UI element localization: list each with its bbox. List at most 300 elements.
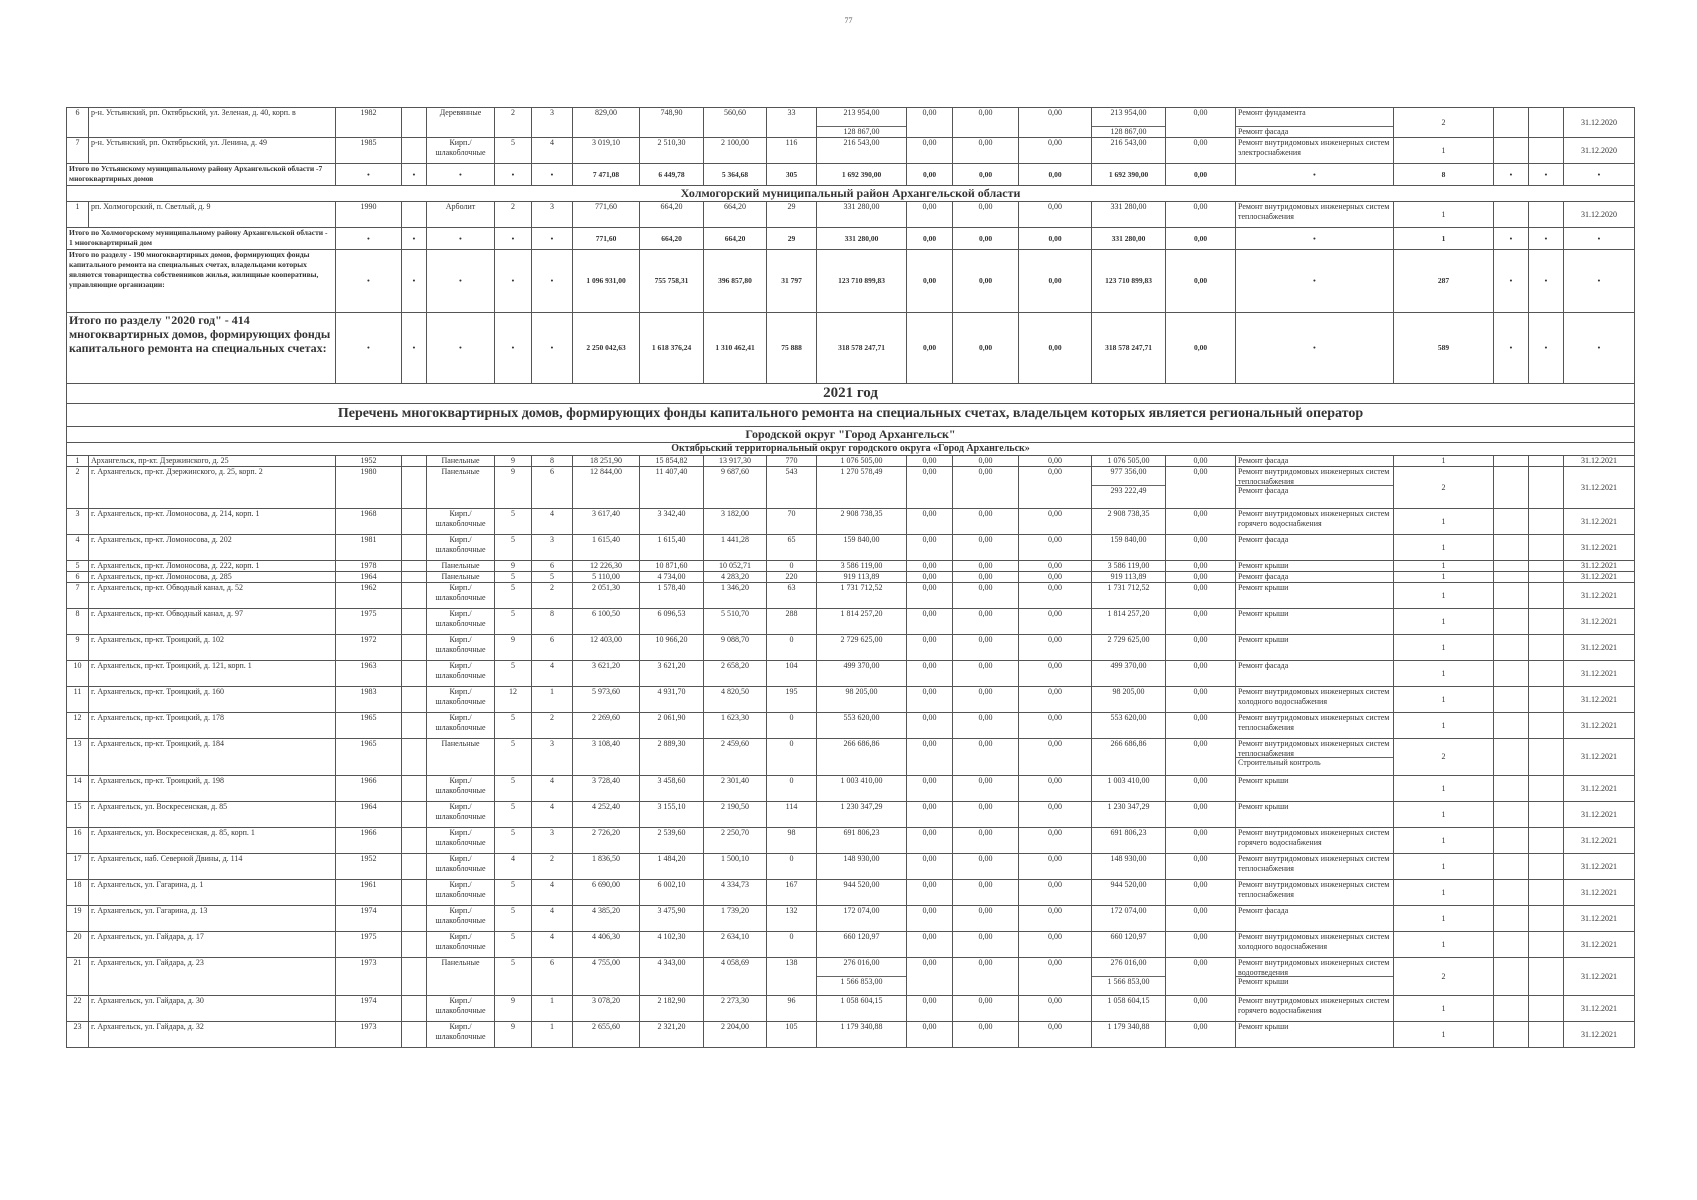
cost-cell: 123 710 899,83 [817,250,907,313]
year-cell: 1964 [336,572,402,583]
premises-area-cell: 4 343,00 [640,958,704,996]
work-count-cell: 1 [1394,228,1494,250]
cost-cell: 1 270 578,49 [817,467,907,509]
residential-area-cell: 1 441,28 [704,535,767,561]
extra-cell-2 [1529,583,1564,609]
residential-area-cell: 396 857,80 [704,250,767,313]
residential-area-cell: 1 739,20 [704,906,767,932]
work-count-cell: 1 [1394,996,1494,1022]
row-number: 14 [67,776,89,802]
floors-cell: 5 [495,661,532,687]
extra-cell-2 [1529,661,1564,687]
row-number: 3 [67,509,89,535]
premises-area-cell: 748,90 [640,108,704,138]
entrances-cell: 4 [532,906,573,932]
placeholder-dot: • [1529,250,1564,313]
work-type-cell: Ремонт внутридомовых инженерных систем теплоснабжения [1236,880,1394,906]
address-cell: г. Архангельск, пр-кт. Ломоносова, д. 222, корп. 1 [89,561,336,572]
work-type-cell: Ремонт внутридомовых инженерных систем теплоснабжения [1236,713,1394,739]
premises-area-cell: 6 096,53 [640,609,704,635]
local-budget-cell: 0,00 [1019,583,1092,609]
placeholder-dot: • [1236,313,1394,384]
fund-cell: 0,00 [907,250,953,313]
deadline-cell: 31.12.2021 [1564,467,1635,509]
total-area-cell: 6 100,50 [573,609,640,635]
residential-area-cell: 3 182,00 [704,509,767,535]
residents-cell: 305 [767,164,817,186]
residents-cell: 0 [767,854,817,880]
owners-funds-cell: 553 620,00 [1092,713,1166,739]
deadline-cell: 31.12.2021 [1564,802,1635,828]
deadline-cell: 31.12.2021 [1564,828,1635,854]
other-funds-cell: 0,00 [1166,880,1236,906]
floors-cell: 5 [495,138,532,164]
owners-funds-cell: 1 692 390,00 [1092,164,1166,186]
cost-cell: 276 016,00 1 566 853,00 [817,958,907,996]
fund-cell: 0,00 [907,635,953,661]
district-title-row [67,186,1635,202]
extra-cell-2 [1529,802,1564,828]
fund-cell: 0,00 [907,228,953,250]
total-area-cell: 6 690,00 [573,880,640,906]
residential-area-cell: 2 658,20 [704,661,767,687]
floors-cell: 9 [495,635,532,661]
placeholder-dot: • [1564,228,1635,250]
residents-cell: 96 [767,996,817,1022]
other-funds-cell: 0,00 [1166,228,1236,250]
extra-cell-2 [1529,776,1564,802]
owners-funds-cell: 1 076 505,00 [1092,456,1166,467]
local-budget-cell: 0,00 [1019,996,1092,1022]
placeholder-dot: • [532,228,573,250]
extra-cell-1 [1494,138,1529,164]
entrances-cell: 8 [532,609,573,635]
premises-area-cell: 6 449,78 [640,164,704,186]
premises-area-cell: 11 407,40 [640,467,704,509]
extra-cell-1 [1494,583,1529,609]
list-title: Перечень многоквартирных домов, формирующих фонды капитального ремонта на специальных счетах, владельцем которых является региональный оператор [67,404,1635,427]
premises-area-cell: 755 758,31 [640,250,704,313]
table-row [67,739,1635,776]
owners-funds-cell: 499 370,00 [1092,661,1166,687]
regional-budget-cell: 0,00 [953,854,1019,880]
regional-budget-cell: 0,00 [953,996,1019,1022]
residents-cell: 65 [767,535,817,561]
deadline-cell: 31.12.2021 [1564,776,1635,802]
row-number: 16 [67,828,89,854]
territory-title-row [67,443,1635,456]
other-funds-cell: 0,00 [1166,202,1236,228]
local-budget-cell: 0,00 [1019,164,1092,186]
deadline-cell: 31.12.2021 [1564,572,1635,583]
entrances-cell: 4 [532,932,573,958]
row-number: 1 [67,202,89,228]
fund-cell: 0,00 [907,854,953,880]
entrances-cell: 6 [532,467,573,509]
row-number: 11 [67,687,89,713]
work-count-cell: 1 [1394,635,1494,661]
total-row [67,164,1635,186]
work-count-cell: 1 [1394,202,1494,228]
local-budget-cell: 0,00 [1019,880,1092,906]
regional-budget-cell: 0,00 [953,661,1019,687]
fund-cell: 0,00 [907,609,953,635]
residents-cell: 31 797 [767,250,817,313]
work-type-cell: Ремонт внутридомовых инженерных систем теплоснабжения [1236,202,1394,228]
regional-budget-cell: 0,00 [953,250,1019,313]
wall-material-cell: Кирп./ шлакоблочные [427,713,495,739]
placeholder-dot: • [495,250,532,313]
placeholder-dot: • [1564,250,1635,313]
cost-cell: 691 806,23 [817,828,907,854]
work-count-cell: 1 [1394,456,1494,467]
entrances-cell: 4 [532,138,573,164]
total-row [67,250,1635,313]
floors-cell: 5 [495,535,532,561]
floors-cell: 9 [495,456,532,467]
fund-cell: 0,00 [907,456,953,467]
year-cell: 1952 [336,854,402,880]
table-row [67,996,1635,1022]
extra-cell-1 [1494,906,1529,932]
cost-cell: 216 543,00 [817,138,907,164]
floors-cell: 5 [495,880,532,906]
row-number: 23 [67,1022,89,1048]
residents-cell: 33 [767,108,817,138]
year-extra-cell [402,467,427,509]
extra-cell-2 [1529,932,1564,958]
year-cell: 1974 [336,906,402,932]
placeholder-dot: • [336,228,402,250]
entrances-cell: 3 [532,828,573,854]
other-funds-cell: 0,00 [1166,535,1236,561]
work-type-cell: Ремонт фасада [1236,572,1394,583]
work-type-cell: Ремонт внутридомовых инженерных систем теплоснабжения Ремонт фасада [1236,467,1394,509]
fund-cell: 0,00 [907,108,953,138]
district-title: Холмогорский муниципальный район Архангельской области [67,186,1635,202]
floors-cell: 5 [495,932,532,958]
placeholder-dot: • [1564,313,1635,384]
total-area-cell: 3 108,40 [573,739,640,776]
placeholder-dot: • [402,313,427,384]
extra-cell-2 [1529,713,1564,739]
residential-area-cell: 2 459,60 [704,739,767,776]
regional-budget-cell: 0,00 [953,228,1019,250]
entrances-cell: 8 [532,456,573,467]
work-count-cell: 1 [1394,906,1494,932]
address-cell: г. Архангельск, пр-кт. Обводный канал, д. 97 [89,609,336,635]
regional-budget-cell: 0,00 [953,138,1019,164]
residents-cell: 543 [767,467,817,509]
table-row [67,1022,1635,1048]
owners-funds-cell: 318 578 247,71 [1092,313,1166,384]
entrances-cell: 6 [532,561,573,572]
year-cell: 1975 [336,932,402,958]
owners-funds-cell: 919 113,89 [1092,572,1166,583]
regional-budget-cell: 0,00 [953,880,1019,906]
year-extra-cell [402,1022,427,1048]
address-cell: г. Архангельск, пр-кт. Ломоносова, д. 285 [89,572,336,583]
residential-area-cell: 9 687,60 [704,467,767,509]
residents-cell: 167 [767,880,817,906]
other-funds-cell: 0,00 [1166,467,1236,509]
other-funds-cell: 0,00 [1166,802,1236,828]
total-area-cell: 3 728,40 [573,776,640,802]
year-cell: 1980 [336,467,402,509]
local-budget-cell: 0,00 [1019,108,1092,138]
placeholder-dot: • [1529,164,1564,186]
year-cell: 1981 [336,535,402,561]
work-count-cell: 1 [1394,583,1494,609]
extra-cell-1 [1494,108,1529,138]
local-budget-cell: 0,00 [1019,713,1092,739]
other-funds-cell: 0,00 [1166,572,1236,583]
residents-cell: 0 [767,932,817,958]
extra-cell-1 [1494,932,1529,958]
table-row [67,467,1635,509]
residential-area-cell: 5 510,70 [704,609,767,635]
regional-budget-cell: 0,00 [953,467,1019,509]
table-row [67,583,1635,609]
premises-area-cell: 2 539,60 [640,828,704,854]
table-row [67,202,1635,228]
regional-budget-cell: 0,00 [953,958,1019,996]
table-row [67,802,1635,828]
okrug-title-row [67,427,1635,443]
local-budget-cell: 0,00 [1019,932,1092,958]
extra-cell-1 [1494,456,1529,467]
total-area-cell: 1 615,40 [573,535,640,561]
fund-cell: 0,00 [907,583,953,609]
local-budget-cell: 0,00 [1019,313,1092,384]
cost-cell: 1 814 257,20 [817,609,907,635]
extra-cell-1 [1494,713,1529,739]
address-cell: г. Архангельск, ул. Гайдара, д. 23 [89,958,336,996]
other-funds-cell: 0,00 [1166,583,1236,609]
other-funds-cell: 0,00 [1166,138,1236,164]
floors-cell: 5 [495,572,532,583]
address-cell: г. Архангельск, пр-кт. Троицкий, д. 178 [89,713,336,739]
extra-cell-2 [1529,880,1564,906]
row-number: 7 [67,583,89,609]
placeholder-dot: • [402,250,427,313]
address-cell: г. Архангельск, ул. Гагарина, д. 1 [89,880,336,906]
residents-cell: 132 [767,906,817,932]
address-cell: г. Архангельск, пр-кт. Троицкий, д. 121, корп. 1 [89,661,336,687]
regional-budget-cell: 0,00 [953,906,1019,932]
wall-material-cell: Кирп./ шлакоблочные [427,661,495,687]
work-type-cell: Ремонт крыши [1236,609,1394,635]
cost-cell: 919 113,89 [817,572,907,583]
table-row [67,687,1635,713]
total-area-cell: 5 973,60 [573,687,640,713]
other-funds-cell: 0,00 [1166,996,1236,1022]
floors-cell: 2 [495,202,532,228]
page-number: 77 [844,16,853,25]
year-extra-cell [402,776,427,802]
year-extra-cell [402,509,427,535]
row-number: 19 [67,906,89,932]
address-cell: г. Архангельск, пр-кт. Ломоносова, д. 214, корп. 1 [89,509,336,535]
work-type-cell: Ремонт внутридомовых инженерных систем холодного водоснабжения [1236,932,1394,958]
deadline-cell: 31.12.2020 [1564,108,1635,138]
fund-cell: 0,00 [907,138,953,164]
residential-area-cell: 664,20 [704,202,767,228]
deadline-cell: 31.12.2021 [1564,687,1635,713]
entrances-cell: 3 [532,739,573,776]
other-funds-cell: 0,00 [1166,739,1236,776]
cost-cell: 1 003 410,00 [817,776,907,802]
extra-cell-1 [1494,572,1529,583]
owners-funds-cell: 3 586 119,00 [1092,561,1166,572]
residents-cell: 0 [767,635,817,661]
address-cell: г. Архангельск, пр-кт. Троицкий, д. 184 [89,739,336,776]
fund-cell: 0,00 [907,561,953,572]
year-extra-cell [402,456,427,467]
table-row [67,932,1635,958]
year-extra-cell [402,932,427,958]
entrances-cell: 2 [532,854,573,880]
extra-cell-2 [1529,687,1564,713]
other-funds-cell: 0,00 [1166,456,1236,467]
total-area-cell: 771,60 [573,228,640,250]
deadline-cell: 31.12.2020 [1564,202,1635,228]
regional-budget-cell: 0,00 [953,456,1019,467]
territory-title: Октябрьский территориальный округ городского округа «Город Архангельск» [67,443,1635,456]
year-extra-cell [402,802,427,828]
work-count-cell: 1 [1394,854,1494,880]
local-budget-cell: 0,00 [1019,138,1092,164]
owners-funds-cell: 2 908 738,35 [1092,509,1166,535]
address-cell: г. Архангельск, ул. Воскресенская, д. 85, корп. 1 [89,828,336,854]
premises-area-cell: 664,20 [640,228,704,250]
year-extra-cell [402,687,427,713]
owners-funds-cell: 1 003 410,00 [1092,776,1166,802]
regional-budget-cell: 0,00 [953,202,1019,228]
entrances-cell: 6 [532,958,573,996]
regional-budget-cell: 0,00 [953,572,1019,583]
local-budget-cell: 0,00 [1019,635,1092,661]
floors-cell: 5 [495,802,532,828]
fund-cell: 0,00 [907,996,953,1022]
placeholder-dot: • [402,164,427,186]
wall-material-cell: Кирп./ шлакоблочные [427,802,495,828]
residential-area-cell: 10 052,71 [704,561,767,572]
extra-cell-2 [1529,828,1564,854]
placeholder-dot: • [427,250,495,313]
fund-cell: 0,00 [907,572,953,583]
premises-area-cell: 10 966,20 [640,635,704,661]
placeholder-dot: • [532,164,573,186]
deadline-cell: 31.12.2021 [1564,456,1635,467]
year-extra-cell [402,572,427,583]
floors-cell: 5 [495,776,532,802]
residential-area-cell: 1 346,20 [704,583,767,609]
entrances-cell: 2 [532,713,573,739]
premises-area-cell: 2 510,30 [640,138,704,164]
residents-cell: 63 [767,583,817,609]
cost-cell: 318 578 247,71 [817,313,907,384]
owners-funds-cell: 148 930,00 [1092,854,1166,880]
extra-cell-2 [1529,854,1564,880]
owners-funds-cell: 977 356,00 293 222,49 [1092,467,1166,509]
extra-cell-2 [1529,1022,1564,1048]
total-area-cell: 3 078,20 [573,996,640,1022]
local-budget-cell: 0,00 [1019,958,1092,996]
owners-funds-cell: 1 814 257,20 [1092,609,1166,635]
deadline-cell: 31.12.2021 [1564,906,1635,932]
total-area-cell: 1 836,50 [573,854,640,880]
fund-cell: 0,00 [907,932,953,958]
placeholder-dot: • [1494,228,1529,250]
wall-material-cell: Кирп./ шлакоблочные [427,906,495,932]
row-number: 6 [67,572,89,583]
premises-area-cell: 1 615,40 [640,535,704,561]
work-count-cell: 2 [1394,467,1494,509]
year-extra-cell [402,635,427,661]
year-extra-cell [402,854,427,880]
table-row [67,635,1635,661]
extra-cell-1 [1494,687,1529,713]
fund-cell: 0,00 [907,164,953,186]
cost-cell: 213 954,00 128 867,00 [817,108,907,138]
wall-material-cell: Панельные [427,572,495,583]
address-cell: Архангельск, пр-кт. Дзержинского, д. 25 [89,456,336,467]
address-cell: г. Архангельск, пр-кт. Троицкий, д. 198 [89,776,336,802]
work-count-cell: 1 [1394,509,1494,535]
extra-cell-1 [1494,661,1529,687]
wall-material-cell: Кирп./ шлакоблочные [427,687,495,713]
cost-cell: 331 280,00 [817,202,907,228]
table-body [67,108,1635,1048]
year-extra-cell [402,880,427,906]
premises-area-cell: 2 061,90 [640,713,704,739]
address-cell: г. Архангельск, пр-кт. Троицкий, д. 160 [89,687,336,713]
row-number: 10 [67,661,89,687]
total-label: Итого по разделу "2020 год" - 414 многоквартирных домов, формирующих фонды капитального ремонта на специальных счетах: [67,313,336,384]
other-funds-cell: 0,00 [1166,561,1236,572]
cost-cell: 1 179 340,88 [817,1022,907,1048]
address-cell: г. Архангельск, пр-кт. Ломоносова, д. 202 [89,535,336,561]
other-funds-cell: 0,00 [1166,313,1236,384]
year-cell: 1962 [336,583,402,609]
wall-material-cell: Кирп./ шлакоблочные [427,609,495,635]
year-extra-cell [402,108,427,138]
regional-budget-cell: 0,00 [953,108,1019,138]
placeholder-dot: • [1494,164,1529,186]
deadline-cell: 31.12.2021 [1564,609,1635,635]
residents-cell: 195 [767,687,817,713]
local-budget-cell: 0,00 [1019,776,1092,802]
extra-cell-1 [1494,996,1529,1022]
residential-area-cell: 9 088,70 [704,635,767,661]
other-funds-cell: 0,00 [1166,609,1236,635]
cost-cell: 1 058 604,15 [817,996,907,1022]
year-extra-cell [402,713,427,739]
work-type-cell: Ремонт фундамента Ремонт фасада [1236,108,1394,138]
wall-material-cell: Кирп./ шлакоблочные [427,776,495,802]
total-area-cell: 4 385,20 [573,906,640,932]
other-funds-cell: 0,00 [1166,687,1236,713]
year-cell: 1982 [336,108,402,138]
residential-area-cell: 4 334,73 [704,880,767,906]
entrances-cell: 1 [532,1022,573,1048]
other-funds-cell: 0,00 [1166,776,1236,802]
work-type-cell: Ремонт фасада [1236,906,1394,932]
owners-funds-cell: 660 120,97 [1092,932,1166,958]
floors-cell: 9 [495,1022,532,1048]
row-number: 5 [67,561,89,572]
